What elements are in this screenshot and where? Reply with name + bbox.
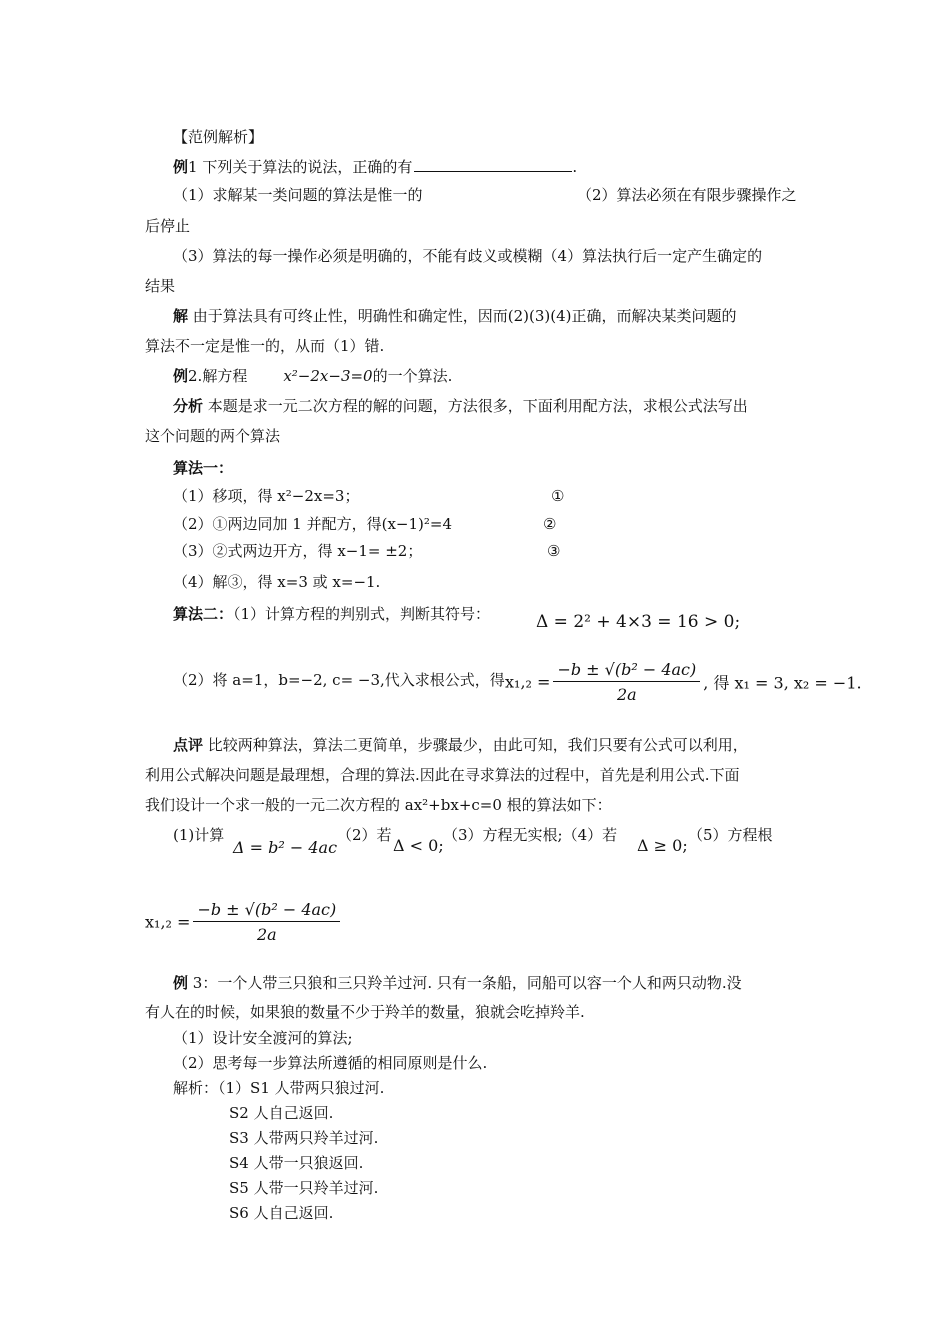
section-title: 【范例解析】 — [173, 128, 264, 146]
crossing-step: S4 人带一只狼返回. — [229, 1154, 364, 1172]
example-1-question: 例1 下列关于算法的说法，正确的有 . — [173, 158, 578, 176]
general-step-2: （2）若 — [337, 826, 392, 844]
example-label: 例 — [173, 974, 189, 992]
algorithm-1-step: （2）①两边同加 1 并配方，得(x−1)²=4 — [173, 515, 453, 533]
comment-line-2: 利用公式解决问题是最理想，合理的算法.因此在寻求算法的过程中，首先是利用公式.下面 — [145, 766, 740, 784]
analysis-continuation: 这个问题的两个算法 — [145, 427, 281, 445]
example-3-question-continuation: 有人在的时候，如果狼的数量不少于羚羊的数量，狼就会吃掉羚羊. — [145, 1003, 585, 1021]
crossing-step: S2 人自己返回. — [229, 1104, 334, 1122]
answer-label: 解析： — [173, 1079, 219, 1097]
equation: x²−2x−3=0 — [283, 367, 373, 385]
example-1-solution: 解 由于算法具有可终止性，明确性和确定性，因而(2)(3)(4)正确，而解决某类问题的 — [173, 307, 737, 325]
comment-line-1: 点评 比较两种算法，算法二更简单，步骤最少，由此可知，我们只要有公式可以利用， — [173, 736, 748, 754]
general-step-3-4: （3）方程无实根;（4）若 — [443, 826, 618, 844]
comment-line-3: 我们设计一个求一般的一元二次方程的 ax²+bx+c=0 根的算法如下： — [145, 796, 612, 814]
example-label: 例 — [173, 158, 189, 176]
option-1: （1）求解某一类问题的算法是惟一的 — [173, 186, 423, 204]
example-3-answer-first: 解析：（1）S1 人带两只狼过河. — [173, 1079, 385, 1097]
example-1-solution-continuation: 算法不一定是惟一的，从而（1）错. — [145, 337, 385, 355]
example-3-subquestion-2: （2）思考每一步算法所遵循的相同原则是什么. — [173, 1054, 488, 1072]
example-3-subquestion-1: （1）设计安全渡河的算法; — [173, 1029, 353, 1047]
algorithm-2-label: 算法二： — [173, 605, 234, 623]
answer-blank — [414, 157, 572, 172]
algorithm-2-line-1: 算法二：（1）计算方程的判别式，判断其符号： — [173, 605, 491, 623]
example-label: 例 — [173, 367, 189, 385]
crossing-step: S6 人自己返回. — [229, 1204, 334, 1222]
crossing-step: S5 人带一只羚羊过河. — [229, 1179, 379, 1197]
root-formula: x₁,₂ = $\frac{\text{−b ± √(b² − 4ac)}}{2a}$ , 得 x₁ = 3, x₂ = −1. — [505, 660, 862, 704]
option-3-4: （3）算法的每一操作必须是明确的，不能有歧义或模糊（4）算法执行后一定产生确定的 — [173, 247, 763, 265]
step-marker: ① — [551, 487, 565, 505]
option-2: （2）算法必须在有限步骤操作之 — [577, 186, 797, 204]
general-root-formula: x₁,₂ = $\frac{\text{−b ± √(b² − 4ac)}}{2a}$ — [145, 900, 343, 944]
algorithm-1-step: （4）解③，得 x=3 或 x=−1. — [173, 573, 381, 591]
option-2-continuation: 后停止 — [145, 217, 191, 235]
algorithm-1-label: 算法一： — [173, 459, 234, 477]
crossing-step: S3 人带两只羚羊过河. — [229, 1129, 379, 1147]
general-step-5: （5）方程根 — [688, 826, 773, 844]
discriminant-formula: Δ = 2² + 4×3 = 16 > 0; — [536, 612, 741, 632]
step-marker: ② — [543, 515, 557, 533]
analysis: 分析 本题是求一元二次方程的解的问题，方法很多，下面利用配方法，求根公式法写出 — [173, 397, 748, 415]
option-4-continuation: 结果 — [145, 277, 176, 295]
general-step-1: (1)计算 — [173, 826, 225, 844]
analysis-label: 分析 — [173, 397, 204, 415]
algorithm-1-step: （1）移项，得 x²−2x=3； — [173, 487, 360, 505]
solution-label: 解 — [173, 307, 189, 325]
step-marker: ③ — [547, 542, 561, 560]
algorithm-2-step-2: （2）将 a=1，b=−2, c= −3,代入求根公式，得 — [173, 671, 505, 689]
example-3-question: 例 3：一个人带三只狼和三只羚羊过河. 只有一条船，同船可以容一个人和两只动物.没 — [173, 974, 742, 992]
discriminant-def: Δ = b² − 4ac — [233, 838, 338, 857]
negative-discriminant: Δ < 0; — [393, 836, 444, 855]
example-2-question: 例2.解方程 x²−2x−3=0的一个算法. — [173, 367, 453, 385]
comment-label: 点评 — [173, 736, 204, 754]
nonnegative-discriminant: Δ ≥ 0; — [637, 836, 688, 855]
algorithm-1-step: （3）②式两边开方，得 x−1= ±2； — [173, 542, 423, 560]
